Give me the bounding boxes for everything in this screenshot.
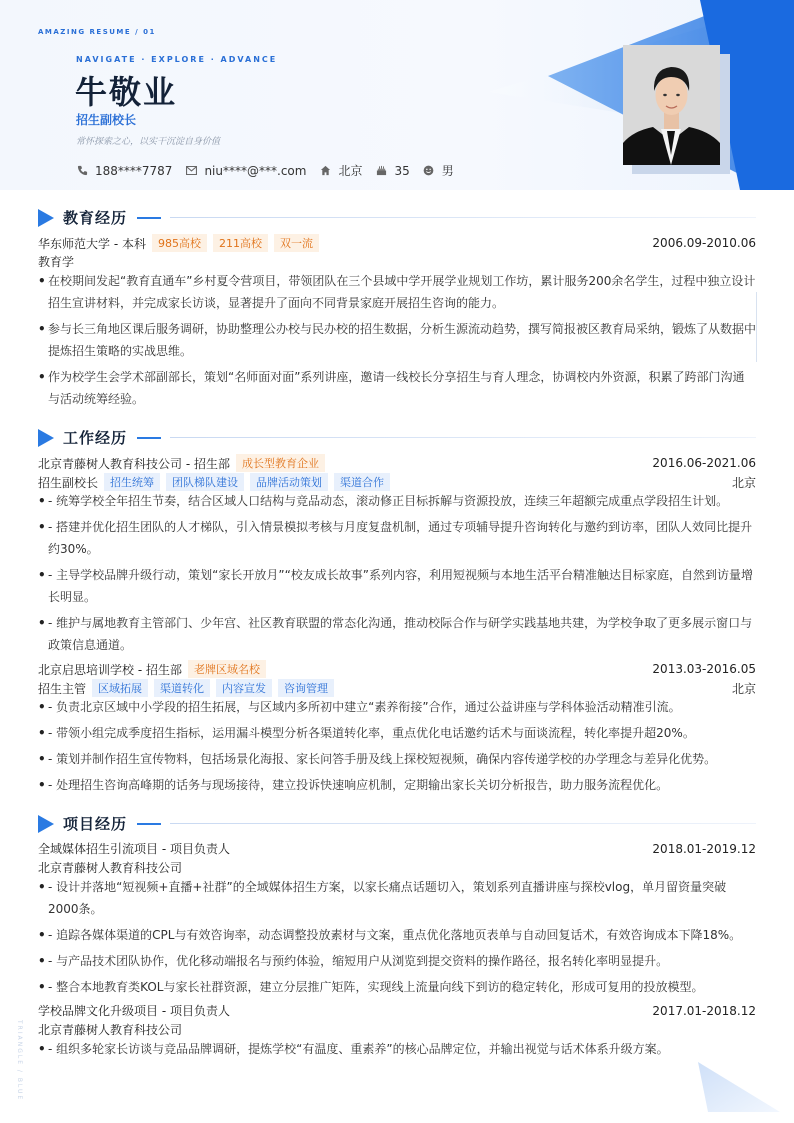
contact-city xyxy=(319,162,362,179)
skill-tag: 渠道转化 xyxy=(154,679,210,697)
list-item: • - 设计并落地“短视频+直播+社群”的全域媒体招生方案，以家长痛点话题切入，策划系列直播讲座与探校vlog，单月留资量突破2000条。 xyxy=(38,876,756,920)
section-line xyxy=(170,823,756,824)
list-item: • - 维护与属地教育主管部门、少年宫、社区教育联盟的常态化沟通，推动校际合作与研学实践基地共建，为学校争取了更多展示窗口与政策信息通道。 xyxy=(38,612,756,656)
list-item: • - 带领小组完成季度招生指标，运用漏斗模型分析各渠道转化率，重点优化电话邀约话术与面谈流程，转化率提升超20%。 xyxy=(38,722,756,744)
school-name: 华东师范大学 - 本科 xyxy=(38,236,146,251)
section-dash xyxy=(137,217,161,219)
city-text: 北京 xyxy=(338,164,363,178)
section-label: 项目经历 xyxy=(63,815,128,833)
section-work xyxy=(38,427,756,448)
project-name: 全域媒体招生引流项目 - 项目负责人 xyxy=(38,842,230,856)
education-bullets xyxy=(38,270,756,414)
list-item: • - 搭建并优化招生团队的人才梯队，引入情景模拟考核与月度复盘机制，通过专项辅导提升咨询转化与邀约到访率，团队人效同比提升约30%。 xyxy=(38,516,756,560)
skill-tag: 招生统筹 xyxy=(104,473,160,491)
project-bullets xyxy=(38,876,756,1002)
profile-photo xyxy=(623,45,720,165)
candidate-name: 牛敬业 xyxy=(75,73,178,111)
work-bullets xyxy=(38,696,756,800)
company-name: 北京启思培训学校 - 招生部 xyxy=(38,662,182,677)
job-title: 招生主管 xyxy=(38,681,87,696)
list-item: • - 整合本地教育类KOL与家长社群资源，建立分层推广矩阵，实现线上流量向线下到访的稳定转化，形成可复用的投放模型。 xyxy=(38,976,756,998)
education-entry-header xyxy=(38,234,756,252)
contact-age xyxy=(375,164,409,178)
age-text: 35 xyxy=(394,163,410,178)
section-education xyxy=(38,207,756,228)
section-project xyxy=(38,813,756,834)
skill-tag: 内容宣发 xyxy=(216,679,272,697)
divider xyxy=(756,292,757,362)
project-bullets xyxy=(38,1038,756,1064)
project-entry-header xyxy=(38,1002,756,1019)
education-date: 2006.09-2010.06 xyxy=(652,236,756,250)
work-entry-subheader xyxy=(38,473,756,491)
gender-text: 男 xyxy=(441,164,454,178)
section-dash xyxy=(137,823,161,825)
skill-tag: 区域拓展 xyxy=(92,679,148,697)
section-arrow-icon xyxy=(38,815,54,833)
resume-header xyxy=(0,0,794,190)
section-arrow-icon xyxy=(38,209,54,227)
list-item: • - 组织多轮家长访谈与竞品品牌调研，提炼学校“有温度、重素养”的核心品牌定位，并输出视觉与话术体系升级方案。 xyxy=(38,1038,756,1060)
project-date: 2017.01-2018.12 xyxy=(652,1003,756,1018)
side-watermark: TRIANGLE / BLUE xyxy=(16,1020,23,1102)
skill-tag: 渠道合作 xyxy=(334,473,390,491)
footer-decoration xyxy=(690,1060,794,1123)
work-city: 北京 xyxy=(731,681,756,696)
work-entry-header xyxy=(38,454,756,472)
section-line xyxy=(170,437,756,438)
smile-icon xyxy=(423,165,435,177)
work-date: 2013.03-2016.05 xyxy=(652,662,756,676)
work-entry-subheader xyxy=(38,679,756,697)
list-item: • 参与长三角地区课后服务调研，协助整理公办校与民办校的招生数据，分析生源流动趋势，撰写简报被区教育局采纳，锻炼了从数据中提炼招生策略的实战思维。 xyxy=(38,318,756,362)
list-item: • - 处理招生咨询高峰期的话务与现场接待，建立投诉快速响应机制，定期输出家长关切分析报告，助力服务流程优化。 xyxy=(38,774,756,796)
candidate-motto: 常怀探索之心，以实干沉淀自身价值 xyxy=(76,137,221,147)
project-date: 2018.01-2019.12 xyxy=(652,841,756,856)
list-item: • - 主导学校品牌升级行动，策划“家长开放月”“校友成长故事”系列内容，利用短视频与本地生活平台精准触达目标家庭，自然到访量增长明显。 xyxy=(38,564,756,608)
mail-icon xyxy=(185,165,197,177)
contact-gender xyxy=(423,162,454,179)
phone-icon xyxy=(76,165,88,177)
education-major: 教育学 xyxy=(38,255,75,269)
section-dash xyxy=(137,437,161,439)
home-icon xyxy=(319,165,331,177)
section-line xyxy=(170,217,756,218)
cake-icon xyxy=(375,165,387,177)
skill-tag: 品牌活动策划 xyxy=(250,473,328,491)
work-city: 北京 xyxy=(731,475,756,490)
top-tag: AMAZING RESUME / 01 xyxy=(38,28,156,36)
contact-info xyxy=(76,162,467,179)
job-title: 招生副校长 xyxy=(38,475,99,490)
section-arrow-icon xyxy=(38,429,54,447)
school-badge: 985高校 xyxy=(152,234,207,252)
contact-email xyxy=(185,164,306,178)
list-item: • 在校期间发起“教育直通车”乡村夏令营项目，带领团队在三个县域中学开展学业规划工作坊，累计服务200余名学生，过程中独立设计招生宣讲材料，并完成家长访谈，显著提升了面向不同背景家庭开展招生咨询的能力。 xyxy=(38,270,756,314)
skill-tag: 团队梯队建设 xyxy=(166,473,244,491)
skill-tag: 咨询管理 xyxy=(278,679,334,697)
school-badge: 双一流 xyxy=(274,234,319,252)
list-item: • 作为校学生会学术部副部长，策划“名师面对面”系列讲座，邀请一线校长分享招生与育人理念，协调校内外资源，积累了跨部门沟通与活动统筹经验。 xyxy=(38,366,756,410)
candidate-role: 招生副校长 xyxy=(76,113,137,127)
project-name: 学校品牌文化升级项目 - 项目负责人 xyxy=(38,1004,230,1018)
section-label: 工作经历 xyxy=(63,429,128,447)
work-bullets xyxy=(38,490,756,660)
tagline: NAVIGATE · EXPLORE · ADVANCE xyxy=(76,55,278,64)
section-label: 教育经历 xyxy=(63,209,128,227)
list-item: • - 与产品技术团队协作，优化移动端报名与预约体验，缩短用户从浏览到提交资料的操作路径，报名转化率明显提升。 xyxy=(38,950,756,972)
company-badge: 成长型教育企业 xyxy=(236,454,325,472)
project-org: 北京青藤树人教育科技公司 xyxy=(38,861,183,875)
company-badge: 老牌区域名校 xyxy=(188,660,266,678)
work-entry-header xyxy=(38,660,756,678)
list-item: • - 策划并制作招生宣传物料，包括场景化海报、家长问答手册及线上探校短视频，确保内容传递学校的办学理念与差异化优势。 xyxy=(38,748,756,770)
contact-phone xyxy=(76,164,172,178)
list-item: • - 统筹学校全年招生节奏，结合区域人口结构与竞品动态，滚动修正目标拆解与资源投放，连续三年超额完成重点学段招生计划。 xyxy=(38,490,756,512)
phone-text: 188****7787 xyxy=(95,163,173,178)
project-org: 北京青藤树人教育科技公司 xyxy=(38,1023,183,1037)
company-name: 北京青藤树人教育科技公司 - 招生部 xyxy=(38,456,230,471)
list-item: • - 负责北京区域中小学段的招生拓展，与区域内多所初中建立“素养衔接”合作，通过公益讲座与学科体验活动精准引流。 xyxy=(38,696,756,718)
list-item: • - 追踪各媒体渠道的CPL与有效咨询率，动态调整投放素材与文案，重点优化落地页表单与自动回复话术，有效咨询成本下降18%。 xyxy=(38,924,756,946)
work-date: 2016.06-2021.06 xyxy=(652,456,756,470)
project-entry-header xyxy=(38,840,756,857)
email-text: niu****@***.com xyxy=(204,163,307,178)
school-badge: 211高校 xyxy=(213,234,268,252)
